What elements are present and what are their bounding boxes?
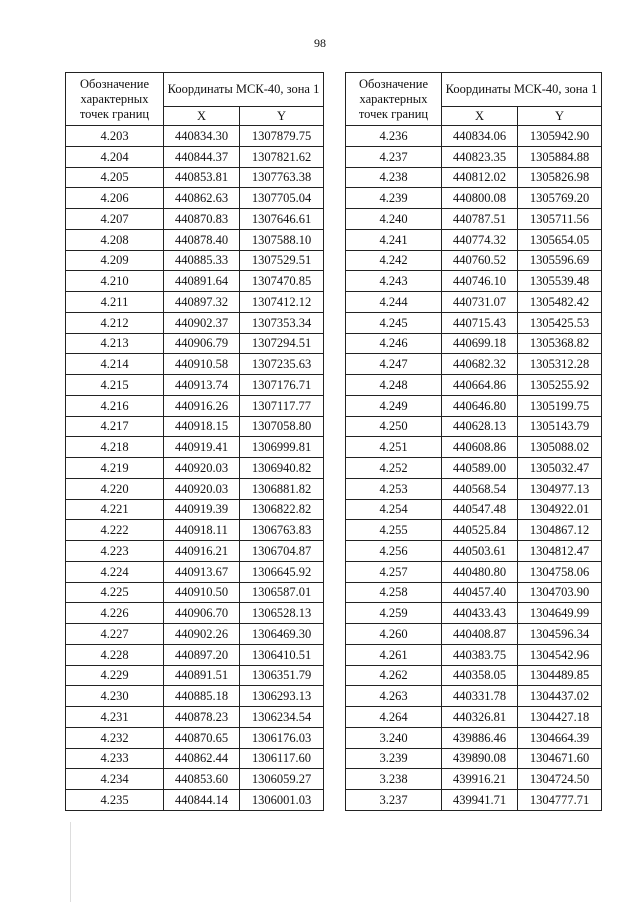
- cell-y: 1306881.82: [240, 478, 324, 499]
- table-row: [66, 271, 324, 292]
- cell-point-id: 4.214: [66, 354, 164, 375]
- cell-y: 1304437.02: [518, 686, 602, 707]
- cell-x: 439941.71: [442, 790, 518, 811]
- cell-x: 440525.84: [442, 520, 518, 541]
- table-row: [346, 665, 602, 686]
- cell-point-id: 4.224: [66, 561, 164, 582]
- cell-x: 440891.51: [164, 665, 240, 686]
- cell-x: 440910.50: [164, 582, 240, 603]
- cell-point-id: 4.217: [66, 416, 164, 437]
- cell-x: 440664.86: [442, 375, 518, 396]
- cell-point-id: 3.237: [346, 790, 442, 811]
- table-row: [66, 146, 324, 167]
- cell-x: 440433.43: [442, 603, 518, 624]
- cell-x: 440902.37: [164, 312, 240, 333]
- cell-y: 1306117.60: [240, 748, 324, 769]
- cell-y: 1304703.90: [518, 582, 602, 603]
- table-row: [346, 292, 602, 313]
- page-number: 98: [314, 36, 326, 50]
- table-row: [346, 126, 602, 147]
- table-row: [346, 458, 602, 479]
- cell-point-id: 4.230: [66, 686, 164, 707]
- cell-x: 440906.70: [164, 603, 240, 624]
- cell-point-id: 4.227: [66, 624, 164, 645]
- cell-x: 440800.08: [442, 188, 518, 209]
- header-coordinates: Координаты МСК-40, зона 1: [442, 73, 602, 107]
- table-row: [346, 561, 602, 582]
- cell-point-id: 4.247: [346, 354, 442, 375]
- cell-y: 1305312.28: [518, 354, 602, 375]
- cell-y: 1306528.13: [240, 603, 324, 624]
- cell-point-id: 4.236: [346, 126, 442, 147]
- table-row: [66, 665, 324, 686]
- table-row: [66, 769, 324, 790]
- cell-point-id: 4.231: [66, 707, 164, 728]
- cell-y: 1306234.54: [240, 707, 324, 728]
- cell-y: 1306176.03: [240, 727, 324, 748]
- cell-x: 440918.11: [164, 520, 240, 541]
- table-row: [66, 541, 324, 562]
- table-row: [66, 458, 324, 479]
- cell-y: 1305884.88: [518, 146, 602, 167]
- cell-y: 1305032.47: [518, 458, 602, 479]
- table-row: [66, 209, 324, 230]
- cell-point-id: 4.220: [66, 478, 164, 499]
- cell-point-id: 4.243: [346, 271, 442, 292]
- cell-y: 1306059.27: [240, 769, 324, 790]
- cell-point-id: 4.258: [346, 582, 442, 603]
- cell-x: 440774.32: [442, 229, 518, 250]
- cell-y: 1305199.75: [518, 395, 602, 416]
- cell-point-id: 4.229: [66, 665, 164, 686]
- cell-x: 440834.06: [442, 126, 518, 147]
- table-row: [66, 333, 324, 354]
- table-row: [66, 292, 324, 313]
- cell-x: 440910.58: [164, 354, 240, 375]
- cell-y: 1306410.51: [240, 644, 324, 665]
- cell-y: 1306940.82: [240, 458, 324, 479]
- cell-point-id: 4.263: [346, 686, 442, 707]
- cell-y: 1306704.87: [240, 541, 324, 562]
- cell-y: 1307879.75: [240, 126, 324, 147]
- cell-y: 1304664.39: [518, 727, 602, 748]
- cell-x: 440457.40: [442, 582, 518, 603]
- cell-point-id: 4.205: [66, 167, 164, 188]
- table-row: [346, 790, 602, 811]
- cell-point-id: 4.249: [346, 395, 442, 416]
- cell-y: 1305425.53: [518, 312, 602, 333]
- table-row: [346, 271, 602, 292]
- cell-point-id: 4.248: [346, 375, 442, 396]
- table-row: [66, 499, 324, 520]
- table-row: [346, 354, 602, 375]
- cell-x: 440913.74: [164, 375, 240, 396]
- cell-point-id: 4.245: [346, 312, 442, 333]
- table-row: [66, 748, 324, 769]
- table-row: [66, 167, 324, 188]
- cell-y: 1305942.90: [518, 126, 602, 147]
- table-row: [346, 395, 602, 416]
- cell-y: 1307412.12: [240, 292, 324, 313]
- cell-y: 1304427.18: [518, 707, 602, 728]
- table-row: [346, 727, 602, 748]
- table-row: [66, 603, 324, 624]
- cell-point-id: 4.235: [66, 790, 164, 811]
- table-row: [346, 229, 602, 250]
- cell-x: 440383.75: [442, 644, 518, 665]
- table-row: [66, 375, 324, 396]
- cell-point-id: 4.207: [66, 209, 164, 230]
- cell-point-id: 4.216: [66, 395, 164, 416]
- table-row: [346, 437, 602, 458]
- table-body-right: [346, 126, 602, 811]
- table-row: [66, 188, 324, 209]
- cell-y: 1304724.50: [518, 769, 602, 790]
- cell-x: 440853.81: [164, 167, 240, 188]
- table-row: [346, 769, 602, 790]
- table-row: [346, 188, 602, 209]
- cell-x: 440862.63: [164, 188, 240, 209]
- table-row: [66, 354, 324, 375]
- cell-point-id: 4.212: [66, 312, 164, 333]
- cell-x: 440897.20: [164, 644, 240, 665]
- table-row: [346, 707, 602, 728]
- table-row: [66, 561, 324, 582]
- cell-point-id: 4.222: [66, 520, 164, 541]
- cell-y: 1304812.47: [518, 541, 602, 562]
- cell-point-id: 4.246: [346, 333, 442, 354]
- cell-point-id: 4.260: [346, 624, 442, 645]
- cell-y: 1306293.13: [240, 686, 324, 707]
- table-row: [346, 416, 602, 437]
- cell-x: 440760.52: [442, 250, 518, 271]
- cell-point-id: 4.206: [66, 188, 164, 209]
- cell-x: 440731.07: [442, 292, 518, 313]
- cell-y: 1304649.99: [518, 603, 602, 624]
- cell-y: 1305826.98: [518, 167, 602, 188]
- cell-x: 440812.02: [442, 167, 518, 188]
- cell-x: 440568.54: [442, 478, 518, 499]
- cell-x: 440878.23: [164, 707, 240, 728]
- cell-x: 440916.21: [164, 541, 240, 562]
- table-row: [66, 416, 324, 437]
- cell-x: 440870.65: [164, 727, 240, 748]
- cell-point-id: 4.208: [66, 229, 164, 250]
- cell-x: 440834.30: [164, 126, 240, 147]
- cell-x: 440480.80: [442, 561, 518, 582]
- cell-y: 1304777.71: [518, 790, 602, 811]
- cell-x: 440715.43: [442, 312, 518, 333]
- table-row: [346, 478, 602, 499]
- cell-y: 1307705.04: [240, 188, 324, 209]
- cell-x: 440916.26: [164, 395, 240, 416]
- cell-point-id: 4.225: [66, 582, 164, 603]
- cell-point-id: 4.255: [346, 520, 442, 541]
- table-row: [346, 582, 602, 603]
- cell-point-id: 4.221: [66, 499, 164, 520]
- cell-y: 1306822.82: [240, 499, 324, 520]
- cell-point-id: 3.239: [346, 748, 442, 769]
- cell-point-id: 4.237: [346, 146, 442, 167]
- cell-y: 1304922.01: [518, 499, 602, 520]
- header-y: Y: [240, 107, 324, 126]
- cell-y: 1305539.48: [518, 271, 602, 292]
- cell-point-id: 4.259: [346, 603, 442, 624]
- cell-y: 1305711.56: [518, 209, 602, 230]
- coordinates-table-right: [345, 72, 602, 811]
- cell-point-id: 3.240: [346, 727, 442, 748]
- cell-x: 440608.86: [442, 437, 518, 458]
- cell-x: 440844.14: [164, 790, 240, 811]
- cell-x: 440331.78: [442, 686, 518, 707]
- cell-x: 440326.81: [442, 707, 518, 728]
- cell-y: 1304867.12: [518, 520, 602, 541]
- cell-x: 440699.18: [442, 333, 518, 354]
- cell-point-id: 4.262: [346, 665, 442, 686]
- table-row: [66, 229, 324, 250]
- cell-y: 1307176.71: [240, 375, 324, 396]
- table-row: [66, 644, 324, 665]
- cell-y: 1304596.34: [518, 624, 602, 645]
- cell-x: 440902.26: [164, 624, 240, 645]
- table-row: [66, 395, 324, 416]
- cell-y: 1305088.02: [518, 437, 602, 458]
- table-row: [66, 520, 324, 541]
- cell-y: 1306001.03: [240, 790, 324, 811]
- table-row: [346, 541, 602, 562]
- cell-x: 440682.32: [442, 354, 518, 375]
- cell-x: 440823.35: [442, 146, 518, 167]
- cell-x: 440503.61: [442, 541, 518, 562]
- table-row: [346, 167, 602, 188]
- cell-point-id: 4.232: [66, 727, 164, 748]
- cell-point-id: 4.211: [66, 292, 164, 313]
- cell-y: 1307235.63: [240, 354, 324, 375]
- cell-point-id: 4.223: [66, 541, 164, 562]
- cell-point-id: 4.218: [66, 437, 164, 458]
- cell-y: 1304671.60: [518, 748, 602, 769]
- cell-x: 440913.67: [164, 561, 240, 582]
- cell-point-id: 4.215: [66, 375, 164, 396]
- cell-x: 440853.60: [164, 769, 240, 790]
- cell-y: 1307821.62: [240, 146, 324, 167]
- cell-x: 439890.08: [442, 748, 518, 769]
- cell-point-id: 4.234: [66, 769, 164, 790]
- cell-x: 440885.33: [164, 250, 240, 271]
- header-y: Y: [518, 107, 602, 126]
- cell-y: 1306999.81: [240, 437, 324, 458]
- cell-x: 440891.64: [164, 271, 240, 292]
- table-row: [346, 644, 602, 665]
- cell-point-id: 4.251: [346, 437, 442, 458]
- cell-point-id: 4.250: [346, 416, 442, 437]
- cell-y: 1305596.69: [518, 250, 602, 271]
- cell-point-id: 4.244: [346, 292, 442, 313]
- cell-y: 1307763.38: [240, 167, 324, 188]
- table-row: [346, 250, 602, 271]
- cell-y: 1304542.96: [518, 644, 602, 665]
- scan-edge-line: [70, 822, 71, 902]
- cell-point-id: 4.254: [346, 499, 442, 520]
- cell-y: 1307646.61: [240, 209, 324, 230]
- cell-y: 1306469.30: [240, 624, 324, 645]
- cell-point-id: 4.242: [346, 250, 442, 271]
- cell-point-id: 4.203: [66, 126, 164, 147]
- cell-y: 1305368.82: [518, 333, 602, 354]
- table-row: [66, 790, 324, 811]
- cell-y: 1305654.05: [518, 229, 602, 250]
- table-row: [346, 333, 602, 354]
- coordinates-table-left: [65, 72, 324, 811]
- cell-x: 440906.79: [164, 333, 240, 354]
- cell-point-id: 4.238: [346, 167, 442, 188]
- cell-y: 1306645.92: [240, 561, 324, 582]
- cell-x: 439916.21: [442, 769, 518, 790]
- cell-point-id: 4.209: [66, 250, 164, 271]
- cell-x: 440918.15: [164, 416, 240, 437]
- cell-y: 1304977.13: [518, 478, 602, 499]
- cell-x: 440589.00: [442, 458, 518, 479]
- cell-x: 440646.80: [442, 395, 518, 416]
- table-row: [346, 375, 602, 396]
- table-row: [346, 520, 602, 541]
- table-row: [346, 686, 602, 707]
- table-body-left: [66, 126, 324, 811]
- cell-x: 440920.03: [164, 458, 240, 479]
- cell-x: 440628.13: [442, 416, 518, 437]
- table-row: [346, 209, 602, 230]
- cell-x: 440358.05: [442, 665, 518, 686]
- cell-point-id: 3.238: [346, 769, 442, 790]
- cell-y: 1305143.79: [518, 416, 602, 437]
- cell-x: 440878.40: [164, 229, 240, 250]
- cell-y: 1307353.34: [240, 312, 324, 333]
- cell-y: 1306763.83: [240, 520, 324, 541]
- cell-y: 1307058.80: [240, 416, 324, 437]
- table-row: [66, 727, 324, 748]
- cell-point-id: 4.226: [66, 603, 164, 624]
- cell-y: 1305482.42: [518, 292, 602, 313]
- cell-x: 440885.18: [164, 686, 240, 707]
- cell-y: 1307294.51: [240, 333, 324, 354]
- cell-x: 440897.32: [164, 292, 240, 313]
- cell-y: 1304489.85: [518, 665, 602, 686]
- cell-y: 1307117.77: [240, 395, 324, 416]
- cell-x: 440870.83: [164, 209, 240, 230]
- table-row: [66, 126, 324, 147]
- cell-x: 439886.46: [442, 727, 518, 748]
- cell-point-id: 4.261: [346, 644, 442, 665]
- header-coordinates: Координаты МСК-40, зона 1: [164, 73, 324, 107]
- header-designation: Обозначение характерных точек границ: [66, 73, 164, 126]
- cell-point-id: 4.213: [66, 333, 164, 354]
- cell-x: 440408.87: [442, 624, 518, 645]
- table-row: [346, 499, 602, 520]
- cell-x: 440862.44: [164, 748, 240, 769]
- cell-y: 1305769.20: [518, 188, 602, 209]
- cell-point-id: 4.241: [346, 229, 442, 250]
- cell-x: 440919.39: [164, 499, 240, 520]
- table-row: [66, 437, 324, 458]
- cell-x: 440919.41: [164, 437, 240, 458]
- table-row: [346, 603, 602, 624]
- cell-y: 1306587.01: [240, 582, 324, 603]
- cell-point-id: 4.256: [346, 541, 442, 562]
- table-row: [66, 478, 324, 499]
- header-x: X: [164, 107, 240, 126]
- header-designation: Обозначение характерных точек границ: [346, 73, 442, 126]
- table-row: [66, 686, 324, 707]
- cell-point-id: 4.228: [66, 644, 164, 665]
- cell-point-id: 4.264: [346, 707, 442, 728]
- cell-y: 1304758.06: [518, 561, 602, 582]
- header-x: X: [442, 107, 518, 126]
- cell-x: 440547.48: [442, 499, 518, 520]
- cell-y: 1307529.51: [240, 250, 324, 271]
- cell-point-id: 4.253: [346, 478, 442, 499]
- table-row: [66, 624, 324, 645]
- table-row: [346, 748, 602, 769]
- table-row: [66, 312, 324, 333]
- table-row: [346, 146, 602, 167]
- cell-point-id: 4.210: [66, 271, 164, 292]
- table-row: [66, 582, 324, 603]
- cell-point-id: 4.219: [66, 458, 164, 479]
- cell-x: 440787.51: [442, 209, 518, 230]
- table-row: [346, 624, 602, 645]
- cell-y: 1305255.92: [518, 375, 602, 396]
- cell-point-id: 4.257: [346, 561, 442, 582]
- cell-point-id: 4.240: [346, 209, 442, 230]
- cell-x: 440844.37: [164, 146, 240, 167]
- cell-y: 1307470.85: [240, 271, 324, 292]
- cell-y: 1307588.10: [240, 229, 324, 250]
- table-row: [346, 312, 602, 333]
- cell-point-id: 4.239: [346, 188, 442, 209]
- cell-y: 1306351.79: [240, 665, 324, 686]
- cell-point-id: 4.204: [66, 146, 164, 167]
- cell-x: 440746.10: [442, 271, 518, 292]
- cell-point-id: 4.233: [66, 748, 164, 769]
- table-row: [66, 707, 324, 728]
- table-row: [66, 250, 324, 271]
- cell-x: 440920.03: [164, 478, 240, 499]
- cell-point-id: 4.252: [346, 458, 442, 479]
